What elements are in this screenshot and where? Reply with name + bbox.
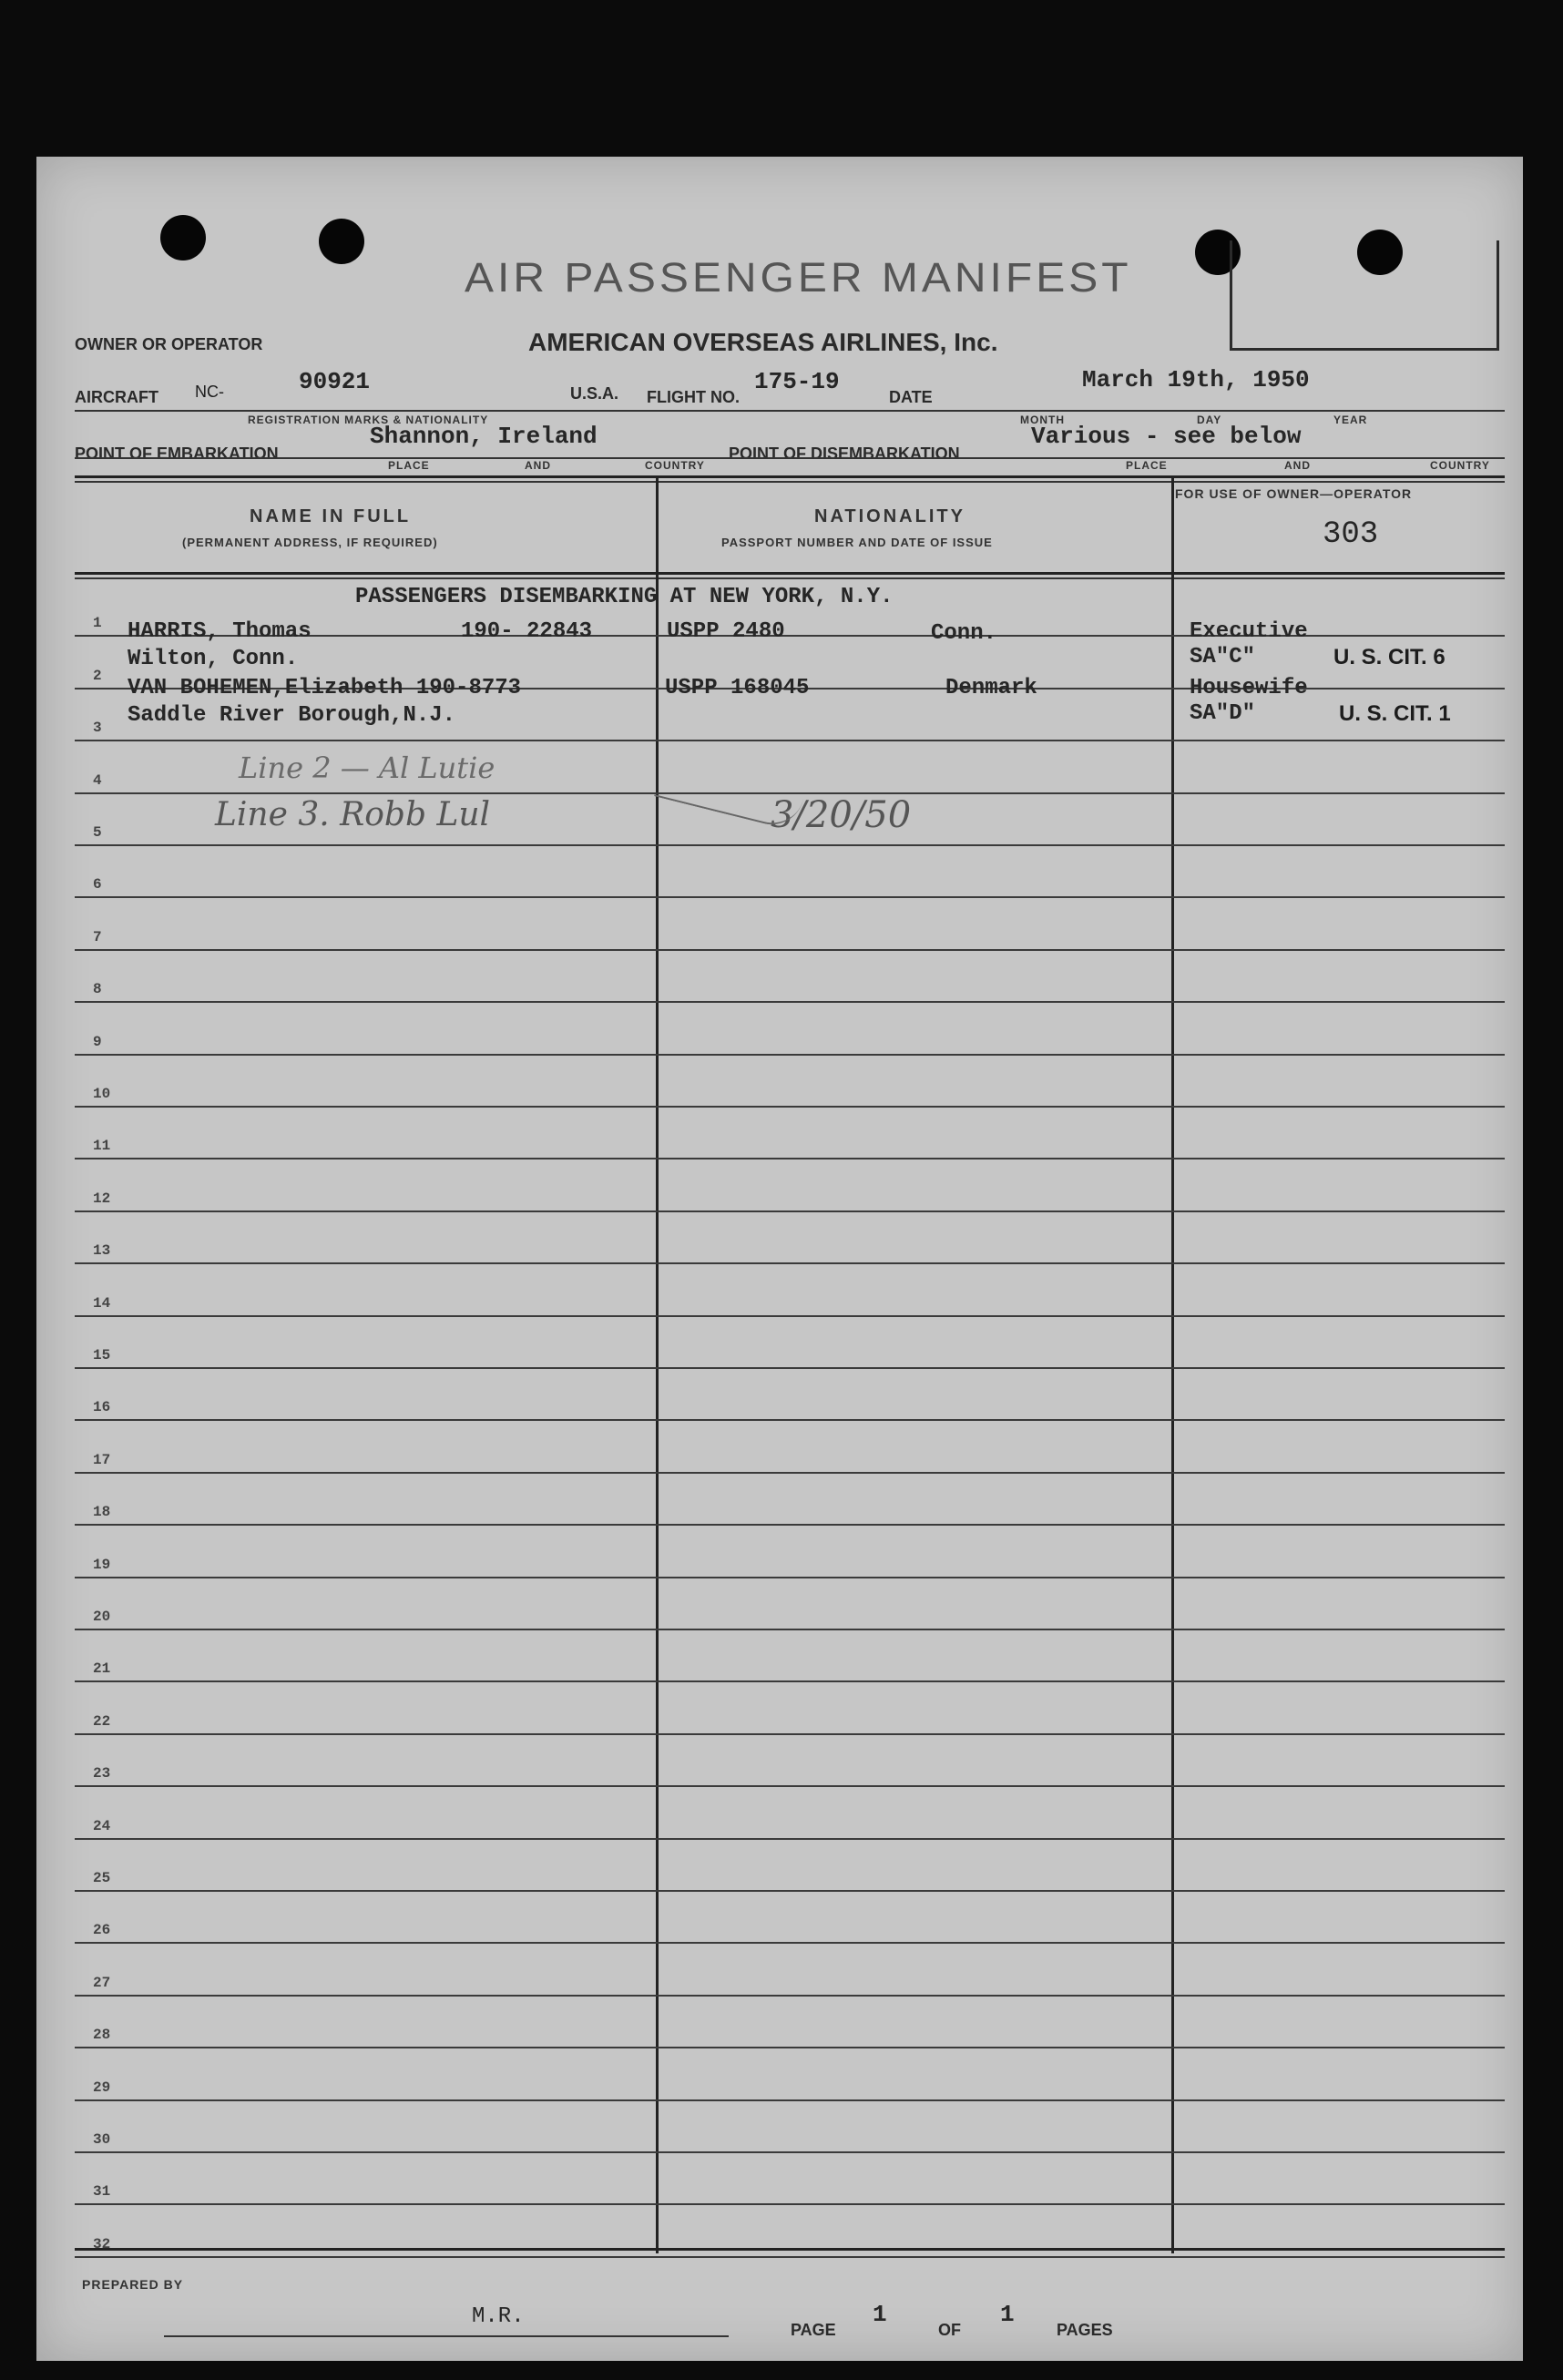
- header-bottom-line-2: [75, 577, 1505, 579]
- row-number: 12: [93, 1190, 111, 1207]
- row-number: 32: [93, 2235, 111, 2252]
- aircraft-prefix: NC-: [195, 383, 224, 401]
- pages-label: PAGES: [1057, 2321, 1113, 2339]
- row-number: 9: [93, 1033, 102, 1050]
- row-number: 13: [93, 1242, 111, 1260]
- passenger-2-occupation: Housewife: [1190, 676, 1308, 700]
- row-number: 26: [93, 1922, 111, 1939]
- of-label: OF: [938, 2321, 961, 2339]
- handwritten-note-1: Line 2 — Al Lutie: [239, 751, 495, 785]
- punch-hole-icon: [319, 219, 364, 264]
- passenger-1-name: HARRIS, Thomas: [128, 619, 312, 644]
- embark-caption-and: AND: [525, 459, 551, 472]
- row-line: [75, 740, 1505, 741]
- row-number: 14: [93, 1294, 111, 1312]
- row-number: 3: [93, 720, 102, 737]
- embark-caption-place: PLACE: [388, 459, 430, 472]
- row-line: [75, 1001, 1505, 1003]
- passenger-1-status: U. S. CIT. 6: [1333, 645, 1446, 669]
- row-number: 10: [93, 1086, 111, 1102]
- row-line: [75, 1262, 1505, 1264]
- passenger-2-place: Denmark: [945, 676, 1037, 700]
- row-line: [75, 2099, 1505, 2101]
- row-number: 16: [93, 1399, 111, 1416]
- row-line: [75, 2256, 1505, 2258]
- date-caption-year: YEAR: [1333, 414, 1368, 426]
- prepared-by-value: M.R.: [472, 2304, 525, 2329]
- passenger-2-class: SA"D": [1190, 701, 1256, 726]
- usa-label: U.S.A.: [570, 384, 619, 403]
- row-number: 8: [93, 981, 102, 998]
- passenger-1-address: Wilton, Conn.: [128, 647, 299, 671]
- row-number: 23: [93, 1765, 111, 1782]
- handwritten-note-2: Line 3. Robb Lul: [215, 796, 491, 833]
- passengers-heading: PASSENGERS DISEMBARKING AT NEW YORK, N.Y.: [355, 585, 894, 609]
- flight-label: FLIGHT NO.: [647, 388, 740, 406]
- row-line: [75, 1733, 1505, 1735]
- embark-caption-country: COUNTRY: [645, 459, 705, 472]
- row-number: 2: [93, 667, 102, 684]
- aircraft-value: 90921: [299, 368, 371, 395]
- embarkation-label: POINT OF EMBARKATION: [75, 444, 279, 463]
- column-name-title: NAME IN FULL: [250, 506, 412, 526]
- flight-value: 175-19: [754, 368, 840, 395]
- row-line: [75, 1367, 1505, 1369]
- disembarkation-value: Various - see below: [1031, 423, 1302, 450]
- row-line: [75, 1942, 1505, 1944]
- disembark-caption-and: AND: [1284, 459, 1311, 472]
- row-number: 22: [93, 1712, 111, 1730]
- passenger-2-name: VAN BOHEMEN,Elizabeth 190-8773: [128, 676, 522, 700]
- row-line: [75, 1106, 1505, 1108]
- header-bottom-line: [75, 572, 1505, 575]
- row-number: 15: [93, 1347, 111, 1364]
- aircraft-underline: [75, 410, 1505, 412]
- date-value: March 19th, 1950: [1082, 366, 1310, 393]
- page-value: 1: [873, 2301, 887, 2328]
- row-line: [75, 1785, 1505, 1787]
- row-line: [75, 896, 1505, 898]
- column-name-subtitle: (PERMANENT ADDRESS, IF REQUIRED): [182, 536, 438, 549]
- prepared-by-underline: [164, 2335, 729, 2337]
- row-number: 28: [93, 2027, 111, 2044]
- row-line: [75, 949, 1505, 951]
- row-line: [75, 1890, 1505, 1892]
- row-line: [75, 1419, 1505, 1421]
- row-number: 7: [93, 928, 102, 945]
- row-number: 17: [93, 1451, 111, 1468]
- manifest-sheet: [36, 157, 1523, 2361]
- row-line: [75, 1315, 1505, 1317]
- column-owner-title: FOR USE OF OWNER—OPERATOR: [1175, 486, 1413, 501]
- row-line: [75, 2203, 1505, 2205]
- row-number: 4: [93, 771, 102, 789]
- row-number: 11: [93, 1138, 111, 1155]
- date-label: DATE: [889, 388, 933, 406]
- row-line: [75, 1995, 1505, 1997]
- row-number: 19: [93, 1556, 111, 1573]
- passenger-2-status: U. S. CIT. 1: [1339, 701, 1451, 726]
- table-top-line-2: [75, 481, 1505, 483]
- passenger-2-passport: USPP 168045: [665, 676, 810, 700]
- row-line: [75, 2151, 1505, 2153]
- punch-hole-icon: [160, 215, 206, 260]
- row-number: 24: [93, 1817, 111, 1834]
- aircraft-label: AIRCRAFT: [75, 388, 158, 406]
- passenger-1-occupation: Executive: [1190, 619, 1308, 644]
- prepared-by-label: PREPARED BY: [82, 2277, 184, 2292]
- registration-caption: REGISTRATION MARKS & NATIONALITY: [248, 414, 489, 426]
- owner-label: OWNER OR OPERATOR: [75, 335, 263, 353]
- column-nationality-title: NATIONALITY: [814, 506, 965, 526]
- disembark-caption-country: COUNTRY: [1430, 459, 1490, 472]
- row-line: [75, 1524, 1505, 1526]
- passenger-2-address: Saddle River Borough,N.J.: [128, 703, 456, 728]
- row-line: [75, 1158, 1505, 1159]
- date-caption-day: DAY: [1197, 414, 1222, 426]
- row-line: [75, 1210, 1505, 1212]
- passenger-1-place: Conn.: [931, 621, 997, 646]
- row-number: 31: [93, 2183, 111, 2201]
- row-line: [75, 1629, 1505, 1630]
- date-caption-month: MONTH: [1020, 414, 1065, 426]
- row-line: [75, 2047, 1505, 2048]
- owner-use-value: 303: [1323, 517, 1379, 552]
- row-line: [75, 1838, 1505, 1840]
- row-number: 30: [93, 2131, 111, 2148]
- passenger-1-id: 190- 22843: [461, 619, 593, 644]
- row-number: 1: [93, 615, 102, 632]
- row-line: [75, 1472, 1505, 1474]
- column-nationality-subtitle: PASSPORT NUMBER AND DATE OF ISSUE: [721, 536, 993, 549]
- column-divider-1: [656, 477, 659, 2253]
- row-number: 25: [93, 1870, 111, 1886]
- owner-value: AMERICAN OVERSEAS AIRLINES, Inc.: [528, 328, 998, 356]
- disembark-caption-place: PLACE: [1126, 459, 1168, 472]
- passenger-1-class: SA"C": [1190, 645, 1256, 669]
- row-line: [75, 844, 1505, 846]
- row-line: [75, 1680, 1505, 1682]
- table-top-line: [75, 475, 1505, 478]
- row-number: 6: [93, 876, 102, 894]
- row-number: 27: [93, 1974, 111, 1991]
- row-number: 18: [93, 1504, 111, 1521]
- corner-stamp-box: [1230, 240, 1499, 351]
- embarkation-value: Shannon, Ireland: [370, 423, 598, 450]
- row-number: 21: [93, 1660, 111, 1678]
- disembarkation-label: POINT OF DISEMBARKATION: [729, 444, 960, 463]
- passenger-1-passport: USPP 2480: [667, 619, 785, 644]
- handwritten-date: 3/20/50: [771, 794, 912, 836]
- row-number: 29: [93, 2079, 111, 2096]
- row-number: 5: [93, 824, 102, 841]
- footer-top-line: [75, 2248, 1505, 2251]
- of-value: 1: [1000, 2301, 1015, 2328]
- page-label: PAGE: [791, 2321, 836, 2339]
- column-divider-2: [1171, 477, 1174, 2253]
- row-line: [75, 1054, 1505, 1056]
- form-title: AIR PASSENGER MANIFEST: [465, 255, 1132, 301]
- row-number: 20: [93, 1609, 111, 1625]
- row-line: [75, 1577, 1505, 1578]
- handwritten-check-icon: [654, 764, 803, 832]
